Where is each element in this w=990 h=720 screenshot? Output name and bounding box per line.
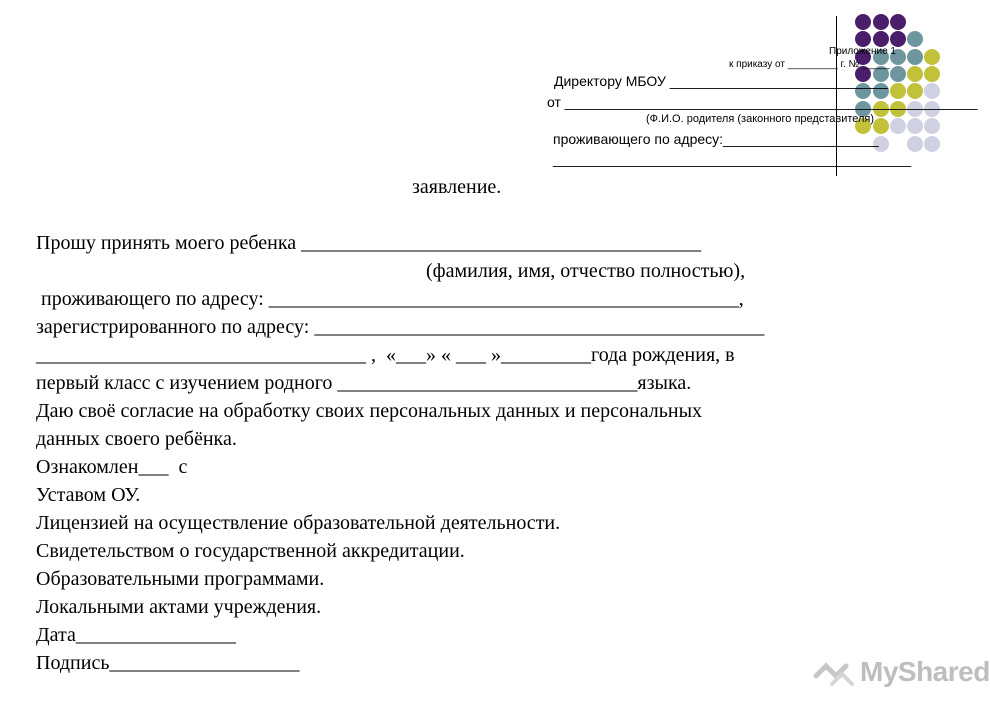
decorative-dot [924,49,940,65]
decorative-dot [890,66,906,82]
decorative-dot [924,118,940,134]
body-line-residence: проживающего по адресу: _______________________________________________, [41,288,744,310]
document-title: заявление. [412,176,502,198]
body-line-language: первый класс с изучением родного ______________________________языка. [36,372,692,394]
body-line-registration: зарегистрированного по адресу: _____________________________________________ [36,316,765,338]
decorative-dot [907,31,923,47]
address-line: ______________________________________________ [553,151,912,167]
decorative-dot [924,136,940,152]
body-line-consent: Даю своё согласие на обработку своих персональных данных и персональных [36,400,703,422]
list-item: Образовательными программами. [36,568,325,590]
decorative-dot [855,14,871,30]
appendix-label: Приложение 1 [829,46,896,57]
address-label: проживающего по адресу:____________________ [553,131,879,147]
director-line: Директору МБОУ ____________________________ [554,73,888,89]
list-item: Локальными актами учреждения. [36,596,322,618]
parent-note: (Ф.И.О. родителя (законного представителя) [646,113,875,125]
list-item: Свидетельством о государственной аккредитации. [36,540,465,562]
decorative-dot [890,118,906,134]
decorative-dot [890,14,906,30]
body-line-child: Прошу принять моего ребенка ________________________________________ [36,232,702,254]
watermark [812,654,990,690]
myshared-logo-icon [812,654,856,690]
decorative-dot [924,66,940,82]
body-line-acquainted: Ознакомлен___ с [36,456,188,478]
decorative-dot [907,49,923,65]
signature-field: Подпись___________________ [36,652,300,674]
decorative-dot [890,31,906,47]
list-item: Лицензией на осуществление образовательной деятельности. [36,512,561,534]
body-line-birthdate: _________________________________ , «___» « ___ »_________года рождения, в [36,344,735,366]
from-line: от _____________________________________________________ [547,94,978,110]
date-field: Дата________________ [36,624,236,646]
decorative-dot [907,118,923,134]
decorative-dot [873,14,889,30]
decorative-dot [907,136,923,152]
body-line-child-hint: (фамилия, имя, отчество полностью), [426,260,746,282]
decorative-dot [873,31,889,47]
list-item: Уставом ОУ. [36,484,141,506]
order-reference: к приказу от _________ г. № _____ [729,59,890,70]
decorative-dot [855,31,871,47]
decorative-dot [907,66,923,82]
body-line-consent-cont: данных своего ребёнка. [36,428,237,450]
watermark-text: MyShared [860,656,990,687]
